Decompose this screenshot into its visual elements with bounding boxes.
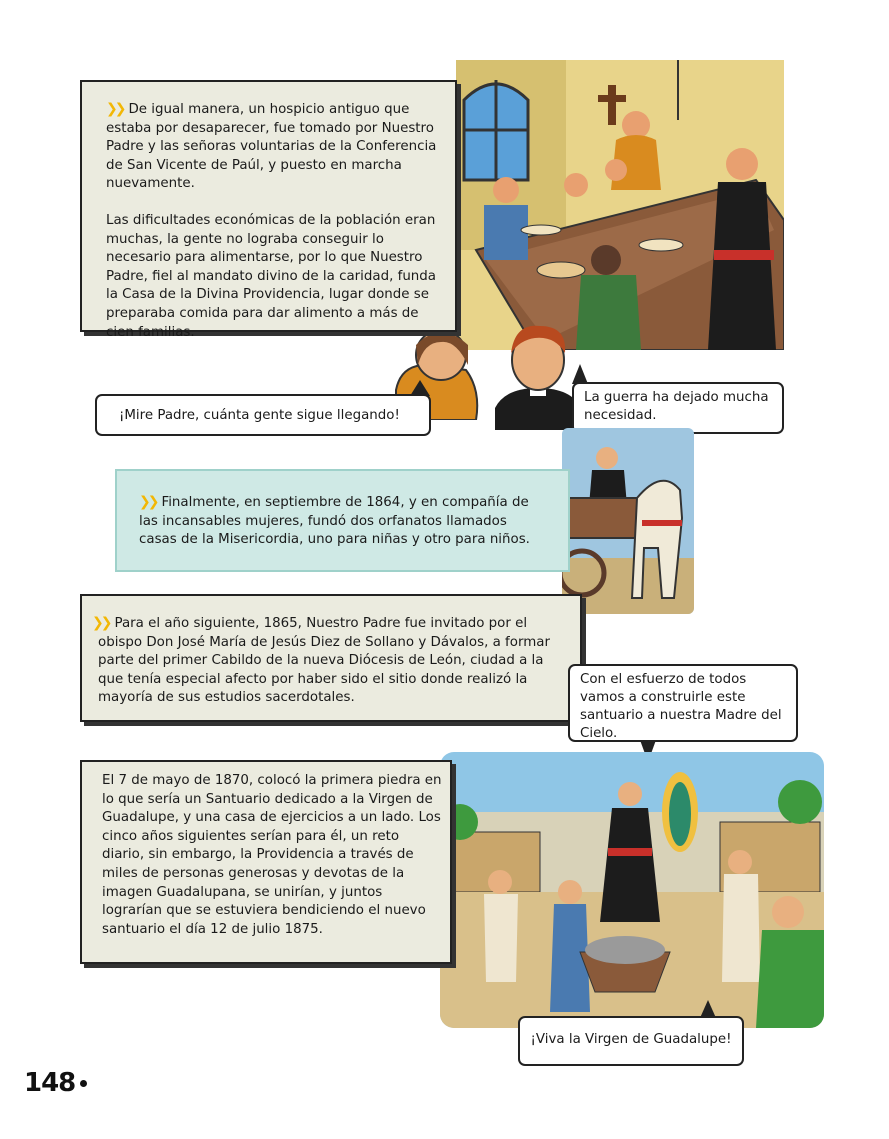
narrative-box-cabildo [80, 594, 582, 722]
orfanatos-text: Finalmente, en septiembre de 1864, y en compañía de las incansables mujeres, fundó dos orfanatos llamados casas de la Misericordia, uno para niñas y otro para niños. [139, 495, 530, 548]
narrative-box-orfanatos [115, 469, 570, 572]
chevron-icon: ❯❯ [139, 494, 157, 510]
illustration-santuario-construction [440, 752, 824, 1028]
narrative-paragraph-2: Las dificultades económicas de la población eran muchas, la gente no lograba conseguir lo necesario para alimentarse, por lo que Nuestro Padre, fiel al mandato divino de la caridad, funda la Casa de la Divina Providencia, lugar donde se preparaba comida para dar alimento a más de cien familias. [106, 212, 436, 340]
narrative-box-hospicio [80, 80, 457, 340]
chevron-icon: ❯❯ [106, 101, 124, 117]
page-number-text: 148 [24, 1068, 76, 1098]
bubble-tail [410, 380, 430, 396]
bubble-tail [700, 1000, 716, 1018]
narrative-paragraph [106, 100, 445, 194]
speech-bubble-woman [95, 394, 431, 436]
bubble-tail [572, 364, 588, 384]
illustration-dining-hall [456, 60, 784, 350]
illustration-priest-portrait [495, 318, 581, 430]
speech-bubble-priest [572, 382, 784, 434]
narrative-box-santuario [80, 760, 452, 964]
bullet-dot-icon [80, 1080, 87, 1087]
speech-text-priest: La guerra ha dejado mucha necesidad. [584, 390, 769, 423]
narrative-paragraph [127, 493, 548, 550]
chevron-icon: ❯❯ [92, 615, 110, 631]
cabildo-text: Para el año siguiente, 1865, Nuestro Padre fue invitado por el obispo Don José María de Jesús Diez de Sollano y Dávalos, a formar parte del primer Cabildo de la nueva Diócesis de León, ciudad a la que tenía especial afecto por haber sido el sitio donde realizó la mayoría de sus estudios sacerdotales. [98, 616, 550, 706]
speech-text-santuario: Con el esfuerzo de todos vamos a construirle este santuario a nuestra Madre del Cielo. [580, 672, 782, 741]
page-number [24, 1068, 87, 1098]
hospicio-text: De igual manera, un hospicio antiguo que estaba por desaparecer, fue tomado por Nuestro Padre y las señoras voluntarias de la Conferencia de San Vicente de Paúl, y puesto en marcha nuevamente. [106, 102, 437, 192]
speech-text-woman: ¡Mire Padre, cuánta gente sigue llegando! [119, 408, 400, 423]
narrative-paragraph [92, 614, 568, 708]
santuario-text: El 7 de mayo de 1870, colocó la primera piedra en lo que sería un Santuario dedicado a la Virgen de Guadalupe, y una casa de ejercicios a un lado. Los cinco años siguientes serían para él, un reto diario, sin embargo, la Providencia a través de miles de personas generosas y devotas de la imagen Guadalupana, se unirían, y juntos lograrían que se estuviera bendiciendo el nuevo santuario el día 12 de julio 1875. [102, 773, 442, 937]
illustration-horse-cart [562, 428, 694, 614]
speech-bubble-viva [518, 1016, 744, 1066]
speech-bubble-santuario [568, 664, 798, 742]
speech-text-viva: ¡Viva la Virgen de Guadalupe! [530, 1032, 732, 1047]
